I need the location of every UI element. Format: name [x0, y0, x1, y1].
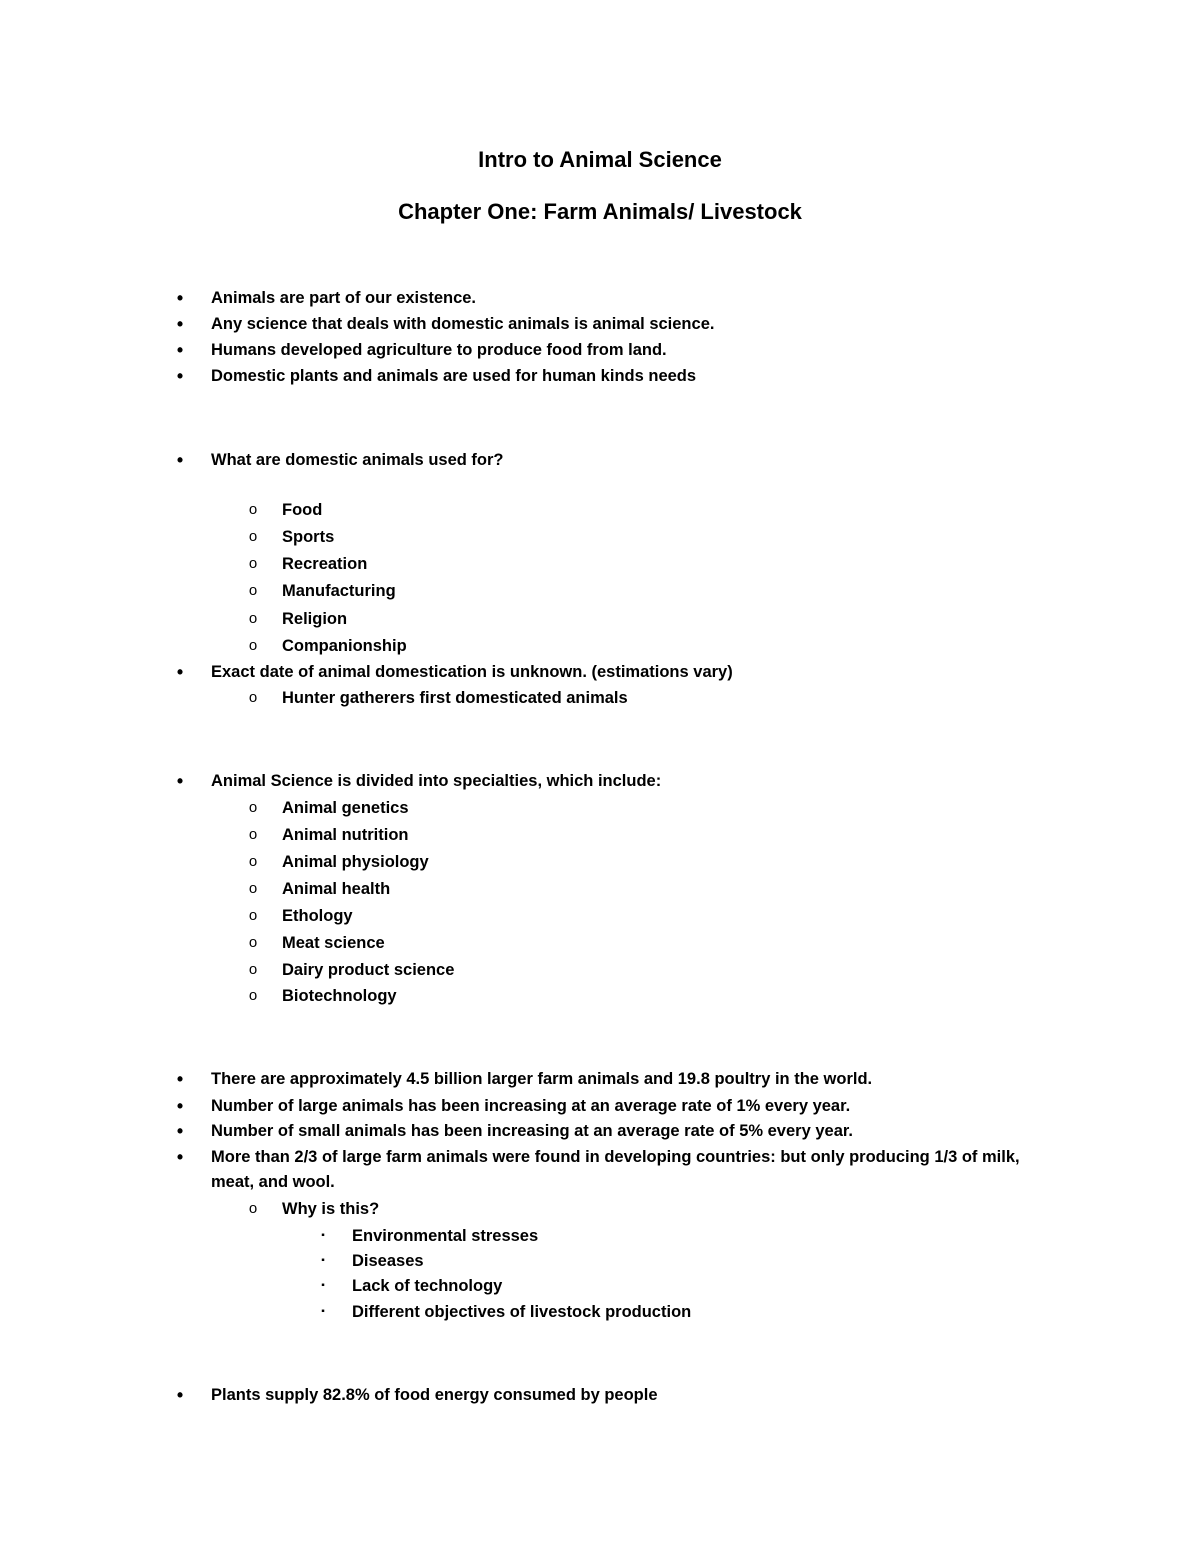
- sub-bullet-item: Dairy product science: [282, 961, 455, 979]
- sub-bullet-item: Companionship: [282, 637, 407, 655]
- sub-bullet-marker: o: [248, 987, 258, 1004]
- sub-bullet-item: Animal genetics: [282, 799, 409, 817]
- bullet-item: Number of small animals has been increasing at an average rate of 5% every year.: [211, 1122, 853, 1140]
- sub-bullet-item: Animal nutrition: [282, 826, 409, 844]
- sub-bullet-item: Animal physiology: [282, 853, 429, 871]
- sub-bullet-marker: o: [248, 1200, 258, 1217]
- sub-bullet-marker: o: [248, 853, 258, 870]
- sub-bullet-item: Animal health: [282, 880, 391, 898]
- bullet-item: Exact date of animal domestication is unknown. (estimations vary): [211, 663, 733, 681]
- bullet-marker: •: [176, 288, 184, 308]
- sub-bullet-item: Recreation: [282, 555, 368, 573]
- bullet-marker: •: [176, 366, 184, 386]
- sub-bullet-marker: o: [248, 582, 258, 599]
- bullet-marker: •: [176, 1385, 184, 1405]
- sub-bullet-item: Food: [282, 501, 323, 519]
- bullet-marker: •: [176, 771, 184, 791]
- sub-sub-bullet-item: Lack of technology: [352, 1277, 503, 1295]
- sub-sub-bullet-marker: ▪: [321, 1306, 325, 1317]
- sub-bullet-marker: o: [248, 907, 258, 924]
- bullet-marker: •: [176, 450, 184, 470]
- bullet-item: There are approximately 4.5 billion larger farm animals and 19.8 poultry in the world.: [211, 1070, 873, 1088]
- bullet-item: Number of large animals has been increasing at an average rate of 1% every year.: [211, 1097, 851, 1115]
- sub-bullet-marker: o: [248, 880, 258, 897]
- bullet-marker: •: [176, 1147, 184, 1167]
- sub-bullet-marker: o: [248, 826, 258, 843]
- sub-bullet-item: Meat science: [282, 934, 385, 952]
- bullet-item: Any science that deals with domestic animals is animal science.: [211, 315, 715, 333]
- sub-bullet-marker: o: [248, 555, 258, 572]
- bullet-item: Humans developed agriculture to produce food from land.: [211, 341, 667, 359]
- sub-bullet-marker: o: [248, 501, 258, 518]
- bullet-marker: •: [176, 314, 184, 334]
- bullet-marker: •: [176, 1096, 184, 1116]
- sub-bullet-item: Biotechnology: [282, 987, 397, 1005]
- sub-bullet-item: Religion: [282, 610, 348, 628]
- sub-bullet-item: Manufacturing: [282, 582, 396, 600]
- sub-bullet-item: Hunter gatherers first domesticated animals: [282, 689, 628, 707]
- bullet-marker: •: [176, 662, 184, 682]
- sub-bullet-marker: o: [248, 637, 258, 654]
- document-subtitle: Chapter One: Farm Animals/ Livestock: [398, 199, 802, 224]
- bullet-item: Animals are part of our existence.: [211, 289, 477, 307]
- document-title: Intro to Animal Science: [478, 147, 722, 172]
- sub-bullet-marker: o: [248, 934, 258, 951]
- sub-bullet-item: Why is this?: [282, 1200, 380, 1218]
- sub-bullet-marker: o: [248, 610, 258, 627]
- sub-bullet-marker: o: [248, 961, 258, 978]
- bullet-marker: •: [176, 1121, 184, 1141]
- sub-sub-bullet-marker: ▪: [321, 1280, 325, 1291]
- bullet-item: Plants supply 82.8% of food energy consumed by people: [211, 1386, 658, 1404]
- sub-sub-bullet-item: Environmental stresses: [352, 1227, 539, 1245]
- bullet-item-continuation: meat, and wool.: [211, 1173, 335, 1191]
- sub-bullet-item: Sports: [282, 528, 335, 546]
- sub-sub-bullet-marker: ▪: [321, 1230, 325, 1241]
- bullet-marker: •: [176, 340, 184, 360]
- bullet-item: Domestic plants and animals are used for human kinds needs: [211, 367, 697, 385]
- bullet-item: More than 2/3 of large farm animals were found in developing countries: but only producing 1/3 of milk,: [211, 1148, 1020, 1166]
- sub-bullet-marker: o: [248, 799, 258, 816]
- bullet-marker: •: [176, 1069, 184, 1089]
- bullet-item: What are domestic animals used for?: [211, 451, 504, 469]
- sub-bullet-item: Ethology: [282, 907, 353, 925]
- sub-bullet-marker: o: [248, 528, 258, 545]
- bullet-item: Animal Science is divided into specialties, which include:: [211, 772, 662, 790]
- sub-sub-bullet-item: Diseases: [352, 1252, 424, 1270]
- sub-bullet-marker: o: [248, 689, 258, 706]
- sub-sub-bullet-marker: ▪: [321, 1255, 325, 1266]
- sub-sub-bullet-item: Different objectives of livestock production: [352, 1303, 692, 1321]
